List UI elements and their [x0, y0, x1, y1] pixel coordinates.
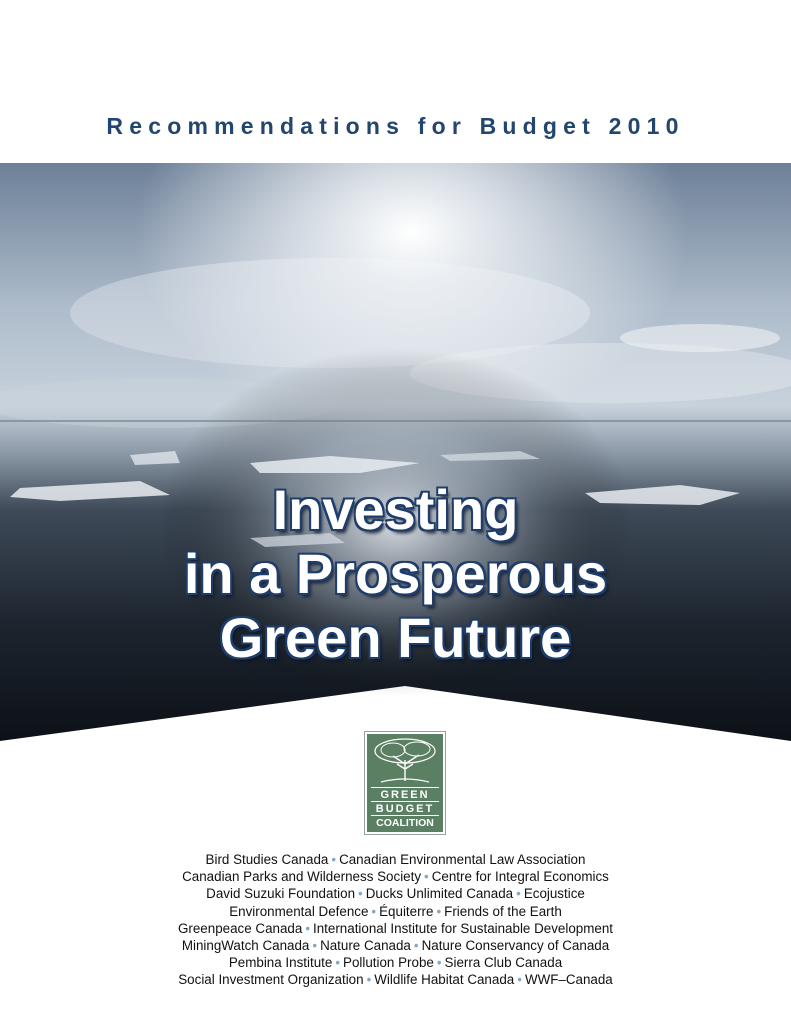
member-organization: Greenpeace Canada — [177, 920, 303, 936]
green-budget-coalition-logo — [364, 731, 446, 835]
member-organization: Canadian Parks and Wilderness Society — [182, 869, 422, 885]
member-organization: Équiterre — [379, 903, 434, 919]
headline-line: in a Prosperous — [183, 542, 608, 605]
logo-word: BUDGET — [375, 803, 435, 815]
member-organization: Ducks Unlimited Canada — [365, 886, 514, 902]
member-organization: Centre for Integral Economics — [431, 869, 609, 885]
member-organization: Friends of the Earth — [444, 903, 562, 919]
member-organization: Sierra Club Canada — [444, 955, 563, 971]
member-organization: International Institute for Sustainable Development — [313, 920, 613, 936]
headline-line: Green Future — [219, 606, 572, 669]
bullet-separator: • — [335, 955, 341, 971]
headline-line: Investing — [272, 478, 519, 541]
cover-headline — [0, 478, 791, 670]
logo-word: GREEN — [380, 789, 430, 801]
bullet-separator: • — [371, 903, 377, 919]
member-row — [0, 937, 791, 954]
bullet-separator: • — [413, 938, 419, 954]
member-organization: Ecojustice — [523, 886, 585, 902]
member-row — [0, 885, 791, 902]
member-row — [0, 851, 791, 868]
bullet-separator: • — [312, 938, 318, 954]
tree-icon — [367, 734, 443, 788]
member-organization: Pembina Institute — [228, 955, 333, 971]
bullet-separator: • — [516, 886, 521, 902]
member-organization: WWF–Canada — [524, 972, 613, 988]
bullet-separator: • — [424, 869, 429, 885]
member-row — [0, 954, 791, 971]
member-organization: Environmental Defence — [229, 903, 369, 919]
bullet-separator: • — [331, 852, 337, 867]
member-row — [0, 868, 791, 885]
member-row — [0, 903, 791, 920]
member-row — [0, 971, 791, 988]
member-organization: Canadian Environmental Law Association — [339, 852, 586, 867]
logo-word: COALITION — [376, 817, 434, 829]
member-organization: MiningWatch Canada — [181, 938, 310, 954]
bullet-separator: • — [436, 903, 442, 919]
member-organization: Bird Studies Canada — [205, 852, 329, 867]
member-organization: Nature Conservancy of Canada — [421, 938, 610, 954]
report-subtitle: Recommendations for Budget 2010 — [106, 113, 685, 139]
bullet-separator: • — [436, 955, 442, 971]
member-organization: Wildlife Habitat Canada — [374, 972, 515, 988]
bullet-separator: • — [305, 920, 311, 936]
member-organization: Social Investment Organization — [178, 972, 364, 988]
member-organization: David Suzuki Foundation — [206, 886, 356, 902]
member-organizations-list — [0, 851, 791, 989]
bullet-separator: • — [366, 972, 372, 988]
member-organization: Nature Canada — [320, 938, 411, 954]
bullet-separator: • — [358, 886, 363, 902]
bullet-separator: • — [517, 972, 522, 988]
member-organization: Pollution Probe — [343, 955, 434, 971]
member-row — [0, 920, 791, 937]
